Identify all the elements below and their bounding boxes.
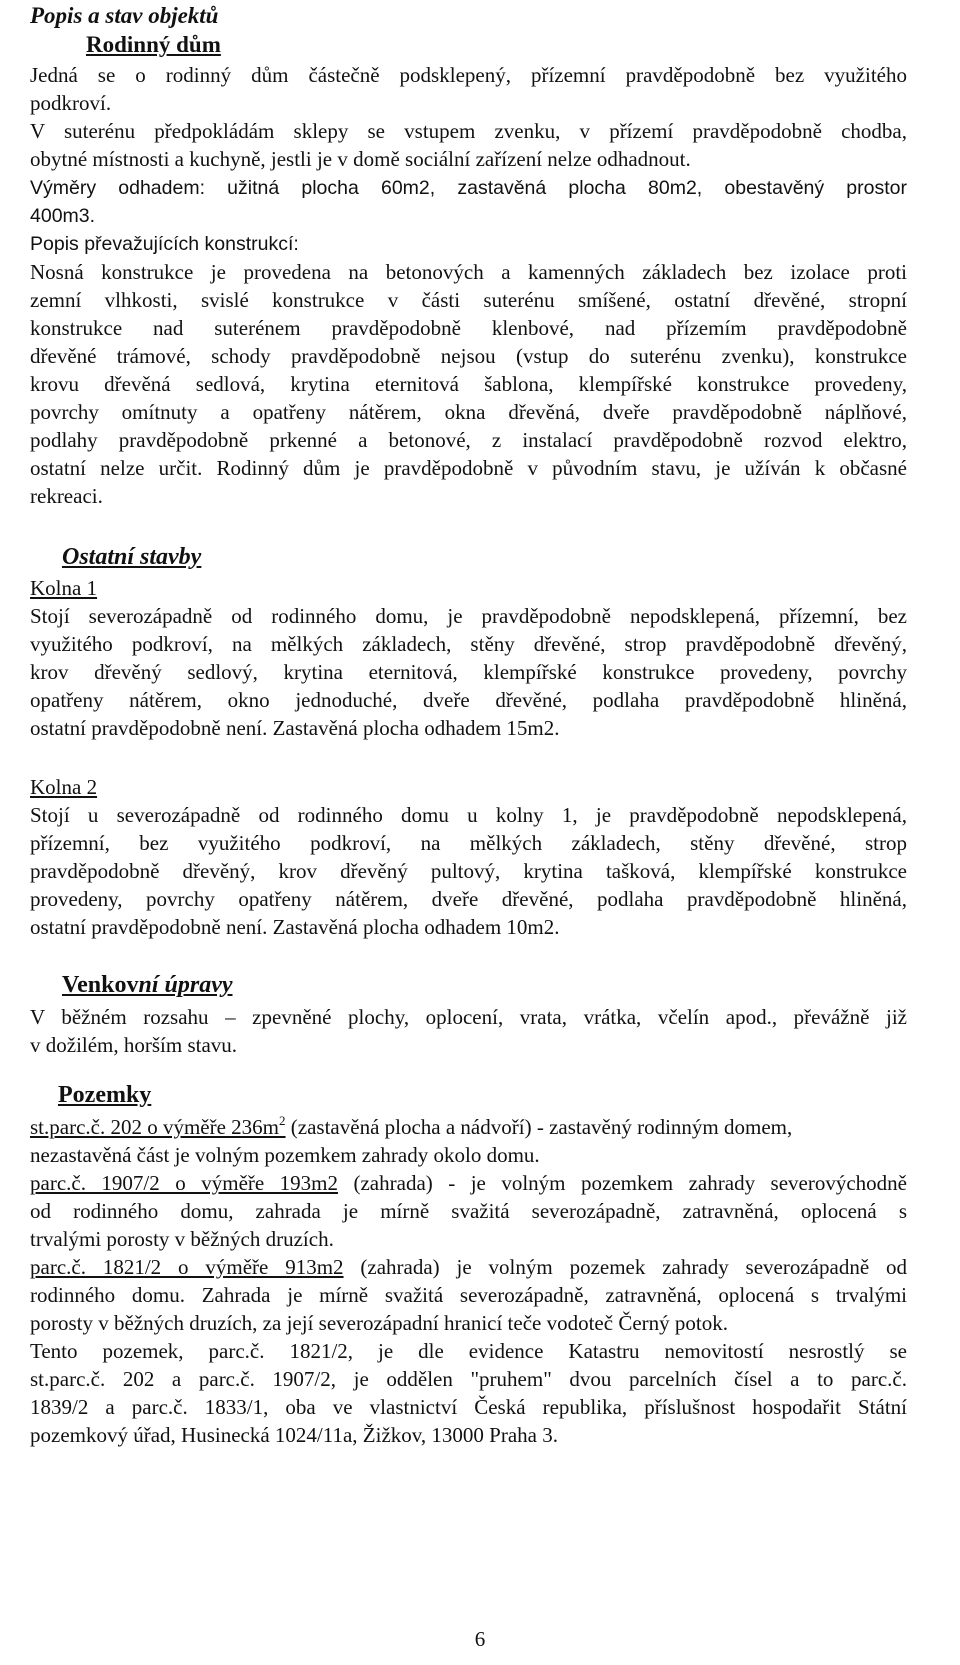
rd-vymery-line: 400m3. (30, 205, 96, 227)
kolna2-line: provedeny, povrchy opatřeny nátěrem, dveře dřevěné, podlaha pravděpodobně hliněná, (30, 887, 907, 911)
pozemek-202-line (30, 1113, 907, 1141)
rd-konstrukce-line: zemní vlhkosti, svislé konstrukce v části suterénu smíšené, ostatní dřevěné, stropní (30, 288, 907, 312)
rd-text-line: obytné místnosti a kuchyně, jestli je v domě sociální zařízení nelze odhadnout. (30, 147, 691, 171)
parcel-202-desc: (zastavěná plocha a nádvoří) - zastavěný rodinným domem, (285, 1115, 793, 1139)
parcel-1907-ref: parc.č. 1907/2 o výměře 193m2 (30, 1171, 339, 1195)
kolna1-line: ostatní pravděpodobně není. Zastavěná plocha odhadem 15m2. (30, 716, 560, 740)
parcel-1821-ref: parc.č. 1821/2 o výměře 913m2 (30, 1255, 344, 1279)
kolna2-line: ostatní pravděpodobně není. Zastavěná plocha odhadem 10m2. (30, 915, 560, 939)
rd-konstrukce-line: podlahy pravděpodobně prkenné a betonové, z instalací pravděpodobně rozvod elektro, (30, 428, 907, 452)
kolna2-label: Kolna 2 (30, 775, 98, 799)
rd-konstrukce-line: ostatní nelze určit. Rodinný dům je pravděpodobně v původním stavu, je užíván k občasné (30, 456, 907, 480)
pozemek-1907-line (30, 1169, 907, 1197)
pozemky-line: st.parc.č. 202 a parc.č. 1907/2, je oddělen "pruhem" dvou parcelních čísel a to parc.č. (30, 1367, 907, 1391)
venkovni-heading-part: ní úpravy (138, 972, 233, 998)
page-number: 6 (474, 1627, 486, 1651)
rd-text-line: podkroví. (30, 91, 112, 115)
parcel-202-text: st.parc.č. 202 o výměře 236m (30, 1115, 280, 1139)
rd-konstrukce-line: dřevěné trámové, schody pravděpodobně nejsou (vstup do suterénu zvenku), konstrukce (30, 344, 907, 368)
pozemky-line: nezastavěná část je volným pozemkem zahrady okolo domu. (30, 1143, 540, 1167)
pozemky-line: od rodinného domu, zahrada je mírně svažitá severozápadně, zatravněná, oplocená s (30, 1199, 907, 1223)
venkovni-line: V běžném rozsahu – zpevněné plochy, oplocení, vrata, vrátka, včelín apod., převážně již (30, 1005, 907, 1029)
rd-konstrukce-label: Popis převažujících konstrukcí: (30, 233, 299, 255)
rd-text-line: Jedná se o rodinný dům částečně podsklepený, přízemní pravděpodobně bez využitého (30, 63, 907, 87)
rodinny-dum-heading: Rodinný dům (86, 32, 221, 57)
ostatni-stavby-heading: Ostatní stavby (62, 544, 202, 570)
kolna2-line: Stojí u severozápadně od rodinného domu u kolny 1, je pravděpodobně nepodsklepená, (30, 803, 907, 827)
rd-konstrukce-line: konstrukce nad suterénem pravděpodobně klenbové, nad přízemím pravděpodobně (30, 316, 907, 340)
rd-konstrukce-line: Nosná konstrukce je provedena na betonových a kamenných základech bez izolace proti (30, 260, 907, 284)
rd-text-line: V suterénu předpokládám sklepy se vstupem zvenku, v přízemí pravděpodobně chodba, (30, 119, 907, 143)
kolna1-line: využitého podkroví, na mělkých základech, stěny dřevěné, strop pravděpodobně dřevěný, (30, 632, 907, 656)
venkovni-upravy-heading (62, 971, 233, 999)
kolna1-line: krov dřevěný sedlový, krytina eternitová, klempířské konstrukce provedeny, povrchy (30, 660, 907, 684)
kolna1-line: opatřeny nátěrem, okno jednoduché, dveře dřevěné, podlaha pravděpodobně hliněná, (30, 688, 907, 712)
pozemky-line: 1839/2 a parc.č. 1833/1, oba ve vlastnictví Česká republika, příslušnost hospodařit Státní (30, 1395, 907, 1419)
venkovni-heading-part: Venkov (62, 972, 139, 998)
section-title: Popis a stav objektů (30, 3, 219, 28)
kolna2-line: přízemní, bez využitého podkroví, na mělkých základech, stěny dřevěné, strop (30, 831, 907, 855)
pozemky-line: pozemkový úřad, Husinecká 1024/11a, Žižkov, 13000 Praha 3. (30, 1423, 558, 1447)
venkovni-line: v dožilém, horším stavu. (30, 1033, 238, 1057)
pozemky-line: rodinného domu. Zahrada je mírně svažitá severozápadně, zatravněná, oplocená s trvalými (30, 1283, 907, 1307)
kolna1-label: Kolna 1 (30, 576, 98, 600)
pozemky-heading: Pozemky (58, 1082, 152, 1108)
superscript-2: 2 (279, 1113, 286, 1128)
pozemky-line: trvalými porosty v běžných druzích. (30, 1227, 334, 1251)
kolna2-line: pravděpodobně dřevěný, krov dřevěný pultový, krytina tašková, klempířské konstrukce (30, 859, 907, 883)
parcel-1821-desc: (zahrada) je volným pozemek zahrady severozápadně od (343, 1255, 908, 1279)
parcel-202-ref (30, 1115, 286, 1139)
pozemky-line: Tento pozemek, parc.č. 1821/2, je dle evidence Katastru nemovitostí nesrostlý se (30, 1339, 907, 1363)
pozemek-1821-line (30, 1253, 907, 1281)
parcel-1907-desc: (zahrada) - je volným pozemkem zahrady severovýchodně (338, 1171, 907, 1195)
kolna1-line: Stojí severozápadně od rodinného domu, je pravděpodobně nepodsklepená, přízemní, bez (30, 604, 907, 628)
rd-konstrukce-line: rekreaci. (30, 484, 103, 508)
rd-konstrukce-line: povrchy omítnuty a opatřeny nátěrem, okna dřevěná, dveře pravděpodobně náplňové, (30, 400, 907, 424)
rd-vymery-line: Výměry odhadem: užitná plocha 60m2, zastavěná plocha 80m2, obestavěný prostor (30, 177, 907, 199)
pozemky-line: porosty v běžných druzích, za její severozápadní hranicí teče vodoteč Černý potok. (30, 1311, 728, 1335)
rd-konstrukce-line: krovu dřevěná sedlová, krytina eternitová šablona, klempířské konstrukce provedeny, (30, 372, 907, 396)
